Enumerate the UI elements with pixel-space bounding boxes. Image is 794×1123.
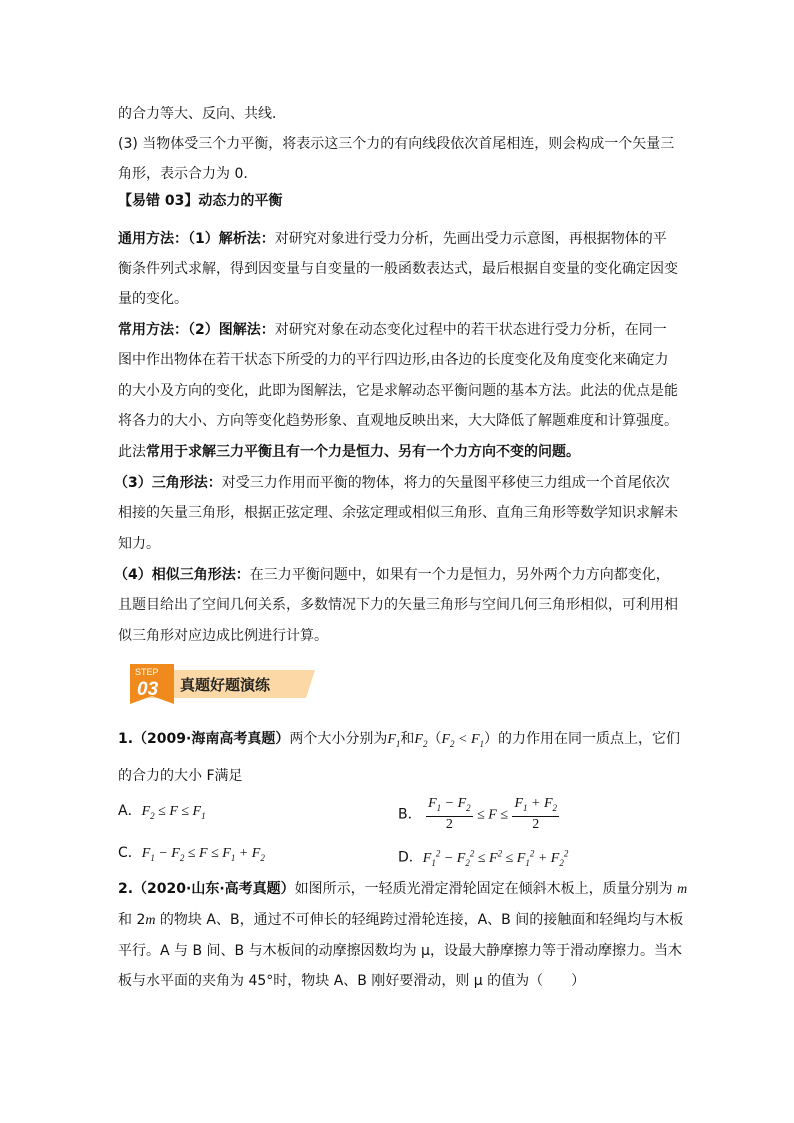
text-span: 的物块 A、B，通过不可伸长的轻绳跨过滑轮连接，A、B 间的接触面和轻绳均与木板 (155, 912, 684, 928)
question-1-stem: 1.（2009·海南高考真题）两个大小分别为$F_1$和$F_2(F_2 < F_1)$的力作用在同一质点上，它们 (118, 731, 681, 749)
paragraph-line: 量的变化。 (118, 291, 188, 307)
paragraph-line: 相接的矢量三角形，根据正弦定理、余弦定理或相似三角形、直角三角形等数学知识求解未 (118, 505, 678, 521)
option-letter: B． (398, 806, 422, 823)
math-F1: $F_1$ (387, 732, 401, 749)
paragraph-line (118, 229, 667, 249)
math-F2: $F_2$ (414, 732, 428, 749)
paragraph-line (114, 565, 670, 585)
text-line: 的合力等大、反向、共线． (118, 106, 286, 122)
option-a[interactable] (118, 801, 206, 826)
math-m: m (677, 882, 688, 897)
paragraph-line (118, 320, 667, 340)
paragraph-line (118, 442, 580, 462)
fraction: $\frac{F_1 - F_2}{2}$ (428, 796, 471, 832)
text-span: 和 2 (118, 912, 146, 928)
paragraph-line: 衡条件列式求解，得到因变量与自变量的一般函数表达式，最后根据自变量的变化确定因变 (118, 261, 678, 277)
paragraph-line (114, 473, 670, 493)
question-2-stem (118, 879, 687, 900)
question-1-stem-line2: 的合力的大小 F满足 (118, 768, 243, 784)
method-label: 通用方法：（1）解析法： (118, 231, 275, 247)
text-line: 角形，表示合力为 0. (118, 166, 248, 182)
method-text: 在三力平衡问题中，如果有一个力是恒力，另外两个力方向都变化， (249, 567, 670, 583)
option-letter: D． (398, 849, 423, 866)
method-text: 对受三力作用而平衡的物体，将力的矢量图平移使三力组成一个首尾依次 (221, 475, 670, 491)
math-m: m (145, 913, 156, 928)
method-text: 对研究对象在动态变化过程中的若干状态进行受力分析，在同一 (274, 322, 667, 338)
method-label: 常用方法：（2）图解法： (118, 322, 275, 338)
option-formula: $F_2 \le F \le F_1$ (141, 804, 206, 821)
question-2-line: 板与水平面的夹角为 45°时，物块 A、B 刚好要滑动，则 μ 的值为（ ） (118, 973, 586, 989)
option-formula: $F_1 - F_2 \le F \le F_1 + F_2$ (141, 846, 265, 863)
paragraph-line: 将各力的大小、方向等变化趋势形象、直观地反映出来，大大降低了解题难度和计算强度。 (118, 413, 678, 429)
text-span: 和 (400, 731, 415, 747)
option-d[interactable] (398, 843, 568, 872)
option-formula: $F_1^2 - F_2^2 \le F^2 \le F_1^2 + F_2^2$ (422, 848, 569, 868)
question-2-line: 平行。A 与 B 间、B 与木板间的动摩擦因数均为 μ，设最大静摩擦力等于滑动摩擦力。当木 (118, 943, 682, 959)
question-source: 1.（2009·海南高考真题） (118, 731, 290, 747)
option-letter: C． (118, 845, 142, 861)
step-word: STEP (135, 667, 159, 677)
text-span: 此法 (118, 444, 146, 460)
paragraph-line: 的大小及方向的变化，此即为图解法，它是求解动态平衡问题的基本方法。此法的优点是能 (118, 383, 678, 399)
paragraph-line: 且题目给出了空间几何关系，多数情况下力的矢量三角形与空间几何三角形相似，可利用相 (118, 597, 678, 613)
paragraph-line: 图中作出物体在若干状态下所受的力的平行四边形,由各边的长度变化及角度变化来确定力 (118, 352, 669, 368)
text-span: 的力作用在同一质点上，它们 (498, 731, 681, 747)
option-b[interactable] (398, 796, 559, 833)
question-2-line (118, 910, 683, 931)
option-formula: ≤ F ≤ (477, 807, 508, 823)
paragraph-line: 知力。 (118, 536, 160, 552)
section-heading: 【易错 03】动态力的平衡 (118, 193, 283, 209)
fraction: $\frac{F_1 + F_2}{2}$ (514, 796, 558, 832)
text-span: 两个大小分别为 (289, 731, 388, 747)
method-label: （4）相似三角形法： (114, 567, 250, 583)
step-number: 03 (137, 679, 159, 700)
option-letter: A． (118, 803, 142, 819)
text-line: (3) 当物体受三个力平衡，将表示这三个力的有向线段依次首尾相连，则会构成一个矢量三 (118, 136, 675, 152)
step-banner-graphic (130, 664, 320, 704)
paragraph-line: 似三角形对应边成比例进行计算。 (118, 628, 328, 644)
method-label: （3）三角形法： (114, 475, 222, 491)
option-c[interactable] (118, 843, 265, 868)
text-span: 如图所示，一轻质光滑定滑轮固定在倾斜木板上，质量分别为 (294, 881, 673, 897)
step-title: 真题好题演练 (180, 676, 271, 694)
emphasis-text: 常用于求解三力平衡且有一个力是恒力、另有一个力方向不变的问题。 (146, 444, 580, 460)
math-condition: $F_2 < F_1$ (441, 732, 485, 749)
step-banner (130, 664, 320, 704)
method-text: 对研究对象进行受力分析，先画出受力示意图，再根据物体的平 (274, 231, 667, 247)
question-source: 2.（2020·山东·高考真题） (118, 881, 295, 897)
